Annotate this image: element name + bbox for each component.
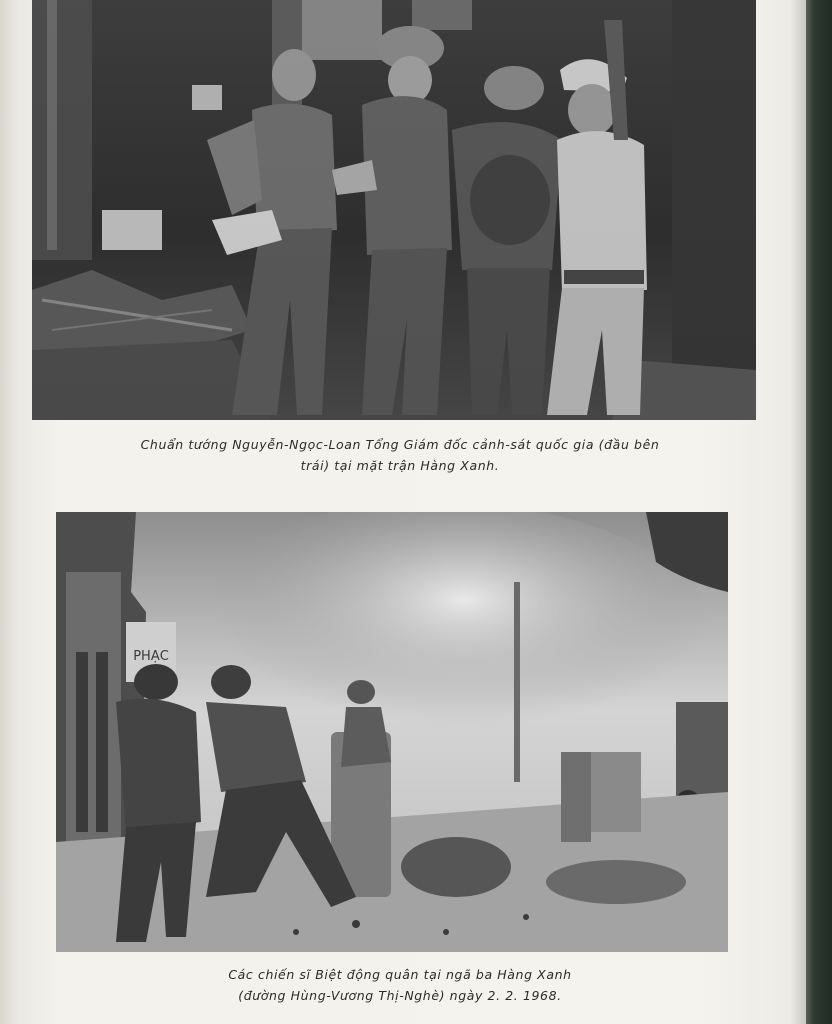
caption-line: Chuẩn tướng Nguyễn-Ngọc-Loan Tổng Giám đốc cảnh-sát quốc gia (đầu bên xyxy=(140,437,660,452)
page-edge xyxy=(806,0,832,1024)
caption-line: (đường Hùng-Vương Thị-Nghè) ngày 2. 2. 1968. xyxy=(238,988,562,1003)
photo-1-caption xyxy=(100,434,700,476)
shop-sign: PHẠC xyxy=(133,649,169,664)
photo-rangers-hang-xanh xyxy=(56,512,728,952)
photo-2-caption xyxy=(160,964,640,1006)
caption-line: trái) tại mặt trận Hàng Xanh. xyxy=(300,458,500,473)
caption-line: Các chiến sĩ Biệt động quân tại ngã ba Hàng Xanh xyxy=(228,967,572,982)
photo-general-loan xyxy=(32,0,756,420)
